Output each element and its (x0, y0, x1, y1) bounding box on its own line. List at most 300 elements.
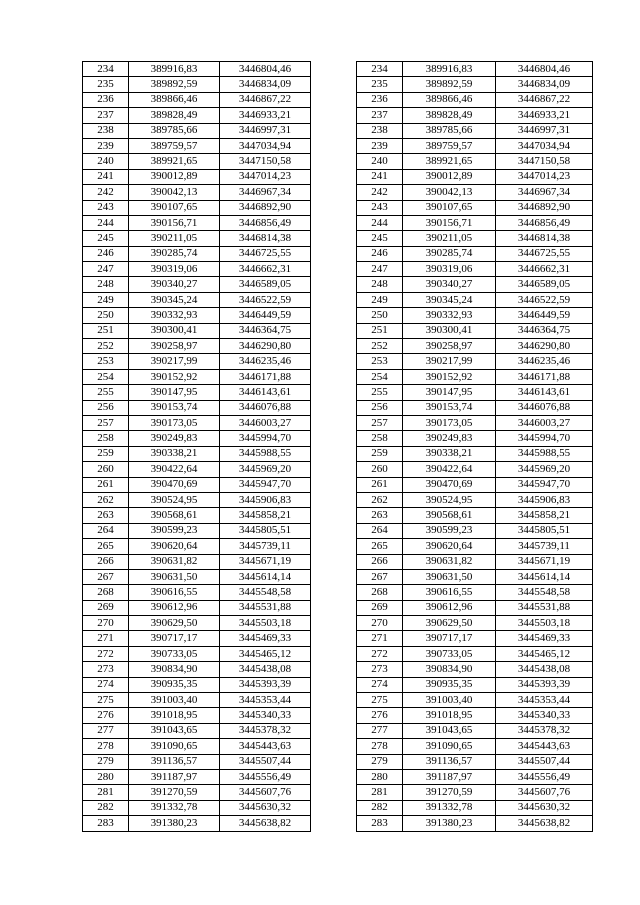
spacer-cell (311, 477, 357, 492)
left-y-coordinate: 3445531,88 (220, 600, 311, 615)
spacer-cell (311, 77, 357, 92)
left-point-number: 264 (83, 523, 129, 538)
right-y-coordinate: 3445947,70 (496, 477, 593, 492)
table-row (83, 816, 593, 831)
right-point-number: 252 (357, 339, 403, 354)
right-x-coordinate: 391380,23 (403, 816, 496, 831)
right-point-number: 247 (357, 262, 403, 277)
left-point-number: 255 (83, 385, 129, 400)
right-y-coordinate: 3445614,14 (496, 569, 593, 584)
left-x-coordinate: 390285,74 (129, 246, 220, 261)
right-x-coordinate: 390319,06 (403, 262, 496, 277)
right-x-coordinate: 390733,05 (403, 646, 496, 661)
left-x-coordinate: 390620,64 (129, 539, 220, 554)
right-y-coordinate: 3445378,32 (496, 723, 593, 738)
left-x-coordinate: 391380,23 (129, 816, 220, 831)
spacer-cell (311, 708, 357, 723)
right-x-coordinate: 390631,82 (403, 554, 496, 569)
spacer-cell (311, 231, 357, 246)
table-row (83, 785, 593, 800)
left-x-coordinate: 390834,90 (129, 662, 220, 677)
right-point-number: 270 (357, 616, 403, 631)
left-point-number: 278 (83, 739, 129, 754)
spacer-cell (311, 262, 357, 277)
left-y-coordinate: 3445340,33 (220, 708, 311, 723)
spacer-cell (311, 292, 357, 307)
right-point-number: 242 (357, 185, 403, 200)
left-point-number: 269 (83, 600, 129, 615)
right-x-coordinate: 389921,65 (403, 154, 496, 169)
right-x-coordinate: 390153,74 (403, 400, 496, 415)
left-y-coordinate: 3446522,59 (220, 292, 311, 307)
table-row (83, 246, 593, 261)
left-x-coordinate: 389785,66 (129, 123, 220, 138)
table-row (83, 585, 593, 600)
left-x-coordinate: 390258,97 (129, 339, 220, 354)
table-row (83, 77, 593, 92)
right-point-number: 253 (357, 354, 403, 369)
left-point-number: 243 (83, 200, 129, 215)
table-row (83, 138, 593, 153)
left-point-number: 257 (83, 415, 129, 430)
left-point-number: 273 (83, 662, 129, 677)
left-y-coordinate: 3447150,58 (220, 154, 311, 169)
left-point-number: 250 (83, 308, 129, 323)
table-row (83, 708, 593, 723)
left-y-coordinate: 3446003,27 (220, 415, 311, 430)
right-x-coordinate: 390152,92 (403, 369, 496, 384)
right-x-coordinate: 389866,46 (403, 92, 496, 107)
right-point-number: 235 (357, 77, 403, 92)
right-point-number: 234 (357, 62, 403, 77)
right-point-number: 255 (357, 385, 403, 400)
table-row (83, 215, 593, 230)
left-x-coordinate: 391332,78 (129, 800, 220, 815)
left-x-coordinate: 390568,61 (129, 508, 220, 523)
right-x-coordinate: 390631,50 (403, 569, 496, 584)
table-row (83, 523, 593, 538)
right-x-coordinate: 390422,64 (403, 462, 496, 477)
table-row (83, 339, 593, 354)
right-y-coordinate: 3446892,90 (496, 200, 593, 215)
table-row (83, 569, 593, 584)
left-y-coordinate: 3445443,63 (220, 739, 311, 754)
spacer-cell (311, 108, 357, 123)
right-x-coordinate: 390300,41 (403, 323, 496, 338)
right-point-number: 236 (357, 92, 403, 107)
right-point-number: 281 (357, 785, 403, 800)
spacer-cell (311, 246, 357, 261)
right-point-number: 250 (357, 308, 403, 323)
left-y-coordinate: 3445469,33 (220, 631, 311, 646)
table-row (83, 231, 593, 246)
left-point-number: 251 (83, 323, 129, 338)
right-y-coordinate: 3445994,70 (496, 431, 593, 446)
right-x-coordinate: 390345,24 (403, 292, 496, 307)
left-point-number: 245 (83, 231, 129, 246)
right-y-coordinate: 3445393,39 (496, 677, 593, 692)
right-point-number: 243 (357, 200, 403, 215)
right-y-coordinate: 3446143,61 (496, 385, 593, 400)
spacer-cell (311, 693, 357, 708)
left-y-coordinate: 3446804,46 (220, 62, 311, 77)
table-row (83, 369, 593, 384)
right-point-number: 280 (357, 769, 403, 784)
left-x-coordinate: 390524,95 (129, 492, 220, 507)
left-y-coordinate: 3445739,11 (220, 539, 311, 554)
right-point-number: 278 (357, 739, 403, 754)
table-row (83, 277, 593, 292)
left-y-coordinate: 3445393,39 (220, 677, 311, 692)
right-x-coordinate: 390012,89 (403, 169, 496, 184)
left-x-coordinate: 390422,64 (129, 462, 220, 477)
left-x-coordinate: 390147,95 (129, 385, 220, 400)
table-row (83, 431, 593, 446)
spacer-cell (311, 585, 357, 600)
right-x-coordinate: 391187,97 (403, 769, 496, 784)
left-point-number: 248 (83, 277, 129, 292)
left-y-coordinate: 3446834,09 (220, 77, 311, 92)
spacer-cell (311, 92, 357, 107)
left-x-coordinate: 390717,17 (129, 631, 220, 646)
right-point-number: 254 (357, 369, 403, 384)
left-point-number: 283 (83, 816, 129, 831)
spacer-cell (311, 569, 357, 584)
spacer-cell (311, 662, 357, 677)
left-point-number: 267 (83, 569, 129, 584)
right-x-coordinate: 389785,66 (403, 123, 496, 138)
right-x-coordinate: 389916,83 (403, 62, 496, 77)
spacer-cell (311, 631, 357, 646)
left-point-number: 262 (83, 492, 129, 507)
left-x-coordinate: 390042,13 (129, 185, 220, 200)
left-y-coordinate: 3446967,34 (220, 185, 311, 200)
left-y-coordinate: 3446076,88 (220, 400, 311, 415)
table-row (83, 154, 593, 169)
spacer-cell (311, 431, 357, 446)
left-y-coordinate: 3446867,22 (220, 92, 311, 107)
left-point-number: 244 (83, 215, 129, 230)
right-x-coordinate: 390612,96 (403, 600, 496, 615)
spacer-cell (311, 446, 357, 461)
right-point-number: 260 (357, 462, 403, 477)
spacer-cell (311, 785, 357, 800)
table-row (83, 492, 593, 507)
right-y-coordinate: 3445969,20 (496, 462, 593, 477)
spacer-cell (311, 123, 357, 138)
left-point-number: 280 (83, 769, 129, 784)
left-x-coordinate: 390173,05 (129, 415, 220, 430)
left-x-coordinate: 390153,74 (129, 400, 220, 415)
spacer-cell (311, 769, 357, 784)
table-row (83, 662, 593, 677)
right-point-number: 274 (357, 677, 403, 692)
right-x-coordinate: 390629,50 (403, 616, 496, 631)
left-point-number: 275 (83, 693, 129, 708)
table-row (83, 200, 593, 215)
left-point-number: 239 (83, 138, 129, 153)
right-y-coordinate: 3446856,49 (496, 215, 593, 230)
right-y-coordinate: 3445858,21 (496, 508, 593, 523)
right-point-number: 279 (357, 754, 403, 769)
right-point-number: 246 (357, 246, 403, 261)
left-y-coordinate: 3446143,61 (220, 385, 311, 400)
table-row (83, 723, 593, 738)
right-point-number: 265 (357, 539, 403, 554)
right-point-number: 259 (357, 446, 403, 461)
coordinates-table-body (83, 62, 593, 832)
left-y-coordinate: 3445947,70 (220, 477, 311, 492)
table-row (83, 600, 593, 615)
right-y-coordinate: 3445507,44 (496, 754, 593, 769)
left-point-number: 277 (83, 723, 129, 738)
right-x-coordinate: 389759,57 (403, 138, 496, 153)
left-x-coordinate: 390338,21 (129, 446, 220, 461)
left-point-number: 265 (83, 539, 129, 554)
left-x-coordinate: 390211,05 (129, 231, 220, 246)
left-point-number: 236 (83, 92, 129, 107)
left-y-coordinate: 3445465,12 (220, 646, 311, 661)
right-y-coordinate: 3445443,63 (496, 739, 593, 754)
right-y-coordinate: 3445353,44 (496, 693, 593, 708)
left-y-coordinate: 3446235,46 (220, 354, 311, 369)
left-y-coordinate: 3445630,32 (220, 800, 311, 815)
table-row (83, 631, 593, 646)
left-y-coordinate: 3446725,55 (220, 246, 311, 261)
table-row (83, 677, 593, 692)
table-row (83, 800, 593, 815)
table-row (83, 477, 593, 492)
left-point-number: 249 (83, 292, 129, 307)
left-y-coordinate: 3445906,83 (220, 492, 311, 507)
right-point-number: 238 (357, 123, 403, 138)
left-x-coordinate: 390599,23 (129, 523, 220, 538)
right-y-coordinate: 3445638,82 (496, 816, 593, 831)
right-x-coordinate: 390524,95 (403, 492, 496, 507)
right-x-coordinate: 391090,65 (403, 739, 496, 754)
left-x-coordinate: 390332,93 (129, 308, 220, 323)
right-y-coordinate: 3446290,80 (496, 339, 593, 354)
table-row (83, 508, 593, 523)
left-x-coordinate: 390249,83 (129, 431, 220, 446)
table-row (83, 754, 593, 769)
right-point-number: 245 (357, 231, 403, 246)
right-point-number: 269 (357, 600, 403, 615)
left-point-number: 252 (83, 339, 129, 354)
coordinates-table (82, 61, 593, 832)
right-point-number: 251 (357, 323, 403, 338)
right-point-number: 257 (357, 415, 403, 430)
right-y-coordinate: 3445548,58 (496, 585, 593, 600)
left-x-coordinate: 390107,65 (129, 200, 220, 215)
table-row (83, 462, 593, 477)
left-x-coordinate: 390616,55 (129, 585, 220, 600)
right-x-coordinate: 390217,99 (403, 354, 496, 369)
left-x-coordinate: 390629,50 (129, 616, 220, 631)
right-y-coordinate: 3446171,88 (496, 369, 593, 384)
table-row (83, 400, 593, 415)
left-point-number: 259 (83, 446, 129, 461)
spacer-cell (311, 354, 357, 369)
right-point-number: 273 (357, 662, 403, 677)
left-point-number: 266 (83, 554, 129, 569)
left-point-number: 237 (83, 108, 129, 123)
left-y-coordinate: 3445994,70 (220, 431, 311, 446)
right-point-number: 240 (357, 154, 403, 169)
right-x-coordinate: 390258,97 (403, 339, 496, 354)
left-point-number: 247 (83, 262, 129, 277)
right-y-coordinate: 3446804,46 (496, 62, 593, 77)
left-point-number: 241 (83, 169, 129, 184)
left-y-coordinate: 3446589,05 (220, 277, 311, 292)
right-x-coordinate: 391332,78 (403, 800, 496, 815)
spacer-cell (311, 308, 357, 323)
left-y-coordinate: 3445503,18 (220, 616, 311, 631)
left-x-coordinate: 390319,06 (129, 262, 220, 277)
right-point-number: 256 (357, 400, 403, 415)
spacer-cell (311, 169, 357, 184)
left-point-number: 279 (83, 754, 129, 769)
left-y-coordinate: 3445378,32 (220, 723, 311, 738)
left-point-number: 260 (83, 462, 129, 477)
left-y-coordinate: 3445638,82 (220, 816, 311, 831)
left-y-coordinate: 3446814,38 (220, 231, 311, 246)
table-row (83, 539, 593, 554)
right-x-coordinate: 389828,49 (403, 108, 496, 123)
left-y-coordinate: 3446933,21 (220, 108, 311, 123)
left-point-number: 261 (83, 477, 129, 492)
table-row (83, 616, 593, 631)
right-point-number: 249 (357, 292, 403, 307)
spacer-cell (311, 492, 357, 507)
right-point-number: 248 (357, 277, 403, 292)
right-y-coordinate: 3445630,32 (496, 800, 593, 815)
left-x-coordinate: 389916,83 (129, 62, 220, 77)
table-row (83, 62, 593, 77)
left-x-coordinate: 390156,71 (129, 215, 220, 230)
table-row (83, 123, 593, 138)
right-point-number: 275 (357, 693, 403, 708)
right-y-coordinate: 3446364,75 (496, 323, 593, 338)
right-y-coordinate: 3445531,88 (496, 600, 593, 615)
spacer-cell (311, 646, 357, 661)
right-y-coordinate: 3447034,94 (496, 138, 593, 153)
left-point-number: 253 (83, 354, 129, 369)
right-x-coordinate: 389892,59 (403, 77, 496, 92)
left-x-coordinate: 391136,57 (129, 754, 220, 769)
right-y-coordinate: 3445465,12 (496, 646, 593, 661)
left-x-coordinate: 390733,05 (129, 646, 220, 661)
spacer-cell (311, 400, 357, 415)
right-x-coordinate: 391003,40 (403, 693, 496, 708)
table-row (83, 354, 593, 369)
spacer-cell (311, 816, 357, 831)
left-y-coordinate: 3446856,49 (220, 215, 311, 230)
right-x-coordinate: 391043,65 (403, 723, 496, 738)
right-y-coordinate: 3446235,46 (496, 354, 593, 369)
table-row (83, 385, 593, 400)
right-point-number: 264 (357, 523, 403, 538)
right-x-coordinate: 391136,57 (403, 754, 496, 769)
left-x-coordinate: 391270,59 (129, 785, 220, 800)
spacer-cell (311, 369, 357, 384)
right-point-number: 262 (357, 492, 403, 507)
spacer-cell (311, 323, 357, 338)
left-y-coordinate: 3445805,51 (220, 523, 311, 538)
left-y-coordinate: 3445858,21 (220, 508, 311, 523)
left-x-coordinate: 389921,65 (129, 154, 220, 169)
table-row (83, 323, 593, 338)
left-x-coordinate: 390612,96 (129, 600, 220, 615)
right-y-coordinate: 3446933,21 (496, 108, 593, 123)
right-x-coordinate: 390568,61 (403, 508, 496, 523)
left-x-coordinate: 390935,35 (129, 677, 220, 692)
table-row (83, 292, 593, 307)
left-point-number: 246 (83, 246, 129, 261)
right-point-number: 277 (357, 723, 403, 738)
left-x-coordinate: 390631,50 (129, 569, 220, 584)
left-x-coordinate: 390300,41 (129, 323, 220, 338)
right-y-coordinate: 3446814,38 (496, 231, 593, 246)
left-point-number: 272 (83, 646, 129, 661)
left-point-number: 238 (83, 123, 129, 138)
left-point-number: 271 (83, 631, 129, 646)
spacer-cell (311, 339, 357, 354)
right-y-coordinate: 3445469,33 (496, 631, 593, 646)
left-y-coordinate: 3446997,31 (220, 123, 311, 138)
right-point-number: 268 (357, 585, 403, 600)
table-row (83, 415, 593, 430)
right-point-number: 272 (357, 646, 403, 661)
left-x-coordinate: 391187,97 (129, 769, 220, 784)
table-row (83, 646, 593, 661)
spacer-cell (311, 739, 357, 754)
right-y-coordinate: 3445503,18 (496, 616, 593, 631)
left-y-coordinate: 3445548,58 (220, 585, 311, 600)
spacer-cell (311, 138, 357, 153)
left-x-coordinate: 389828,49 (129, 108, 220, 123)
right-x-coordinate: 390249,83 (403, 431, 496, 446)
table-row (83, 769, 593, 784)
left-y-coordinate: 3445438,08 (220, 662, 311, 677)
right-x-coordinate: 390332,93 (403, 308, 496, 323)
right-point-number: 267 (357, 569, 403, 584)
left-y-coordinate: 3445988,55 (220, 446, 311, 461)
left-x-coordinate: 391018,95 (129, 708, 220, 723)
spacer-cell (311, 508, 357, 523)
right-x-coordinate: 390470,69 (403, 477, 496, 492)
left-point-number: 274 (83, 677, 129, 692)
right-x-coordinate: 391270,59 (403, 785, 496, 800)
table-row (83, 446, 593, 461)
right-x-coordinate: 390340,27 (403, 277, 496, 292)
table-row (83, 739, 593, 754)
spacer-cell (311, 616, 357, 631)
spacer-cell (311, 415, 357, 430)
left-y-coordinate: 3447014,23 (220, 169, 311, 184)
right-y-coordinate: 3447014,23 (496, 169, 593, 184)
table-row (83, 185, 593, 200)
right-y-coordinate: 3446867,22 (496, 92, 593, 107)
left-y-coordinate: 3446449,59 (220, 308, 311, 323)
left-point-number: 281 (83, 785, 129, 800)
left-point-number: 263 (83, 508, 129, 523)
right-point-number: 237 (357, 108, 403, 123)
left-y-coordinate: 3446662,31 (220, 262, 311, 277)
right-x-coordinate: 390834,90 (403, 662, 496, 677)
left-y-coordinate: 3446290,80 (220, 339, 311, 354)
spacer-cell (311, 800, 357, 815)
